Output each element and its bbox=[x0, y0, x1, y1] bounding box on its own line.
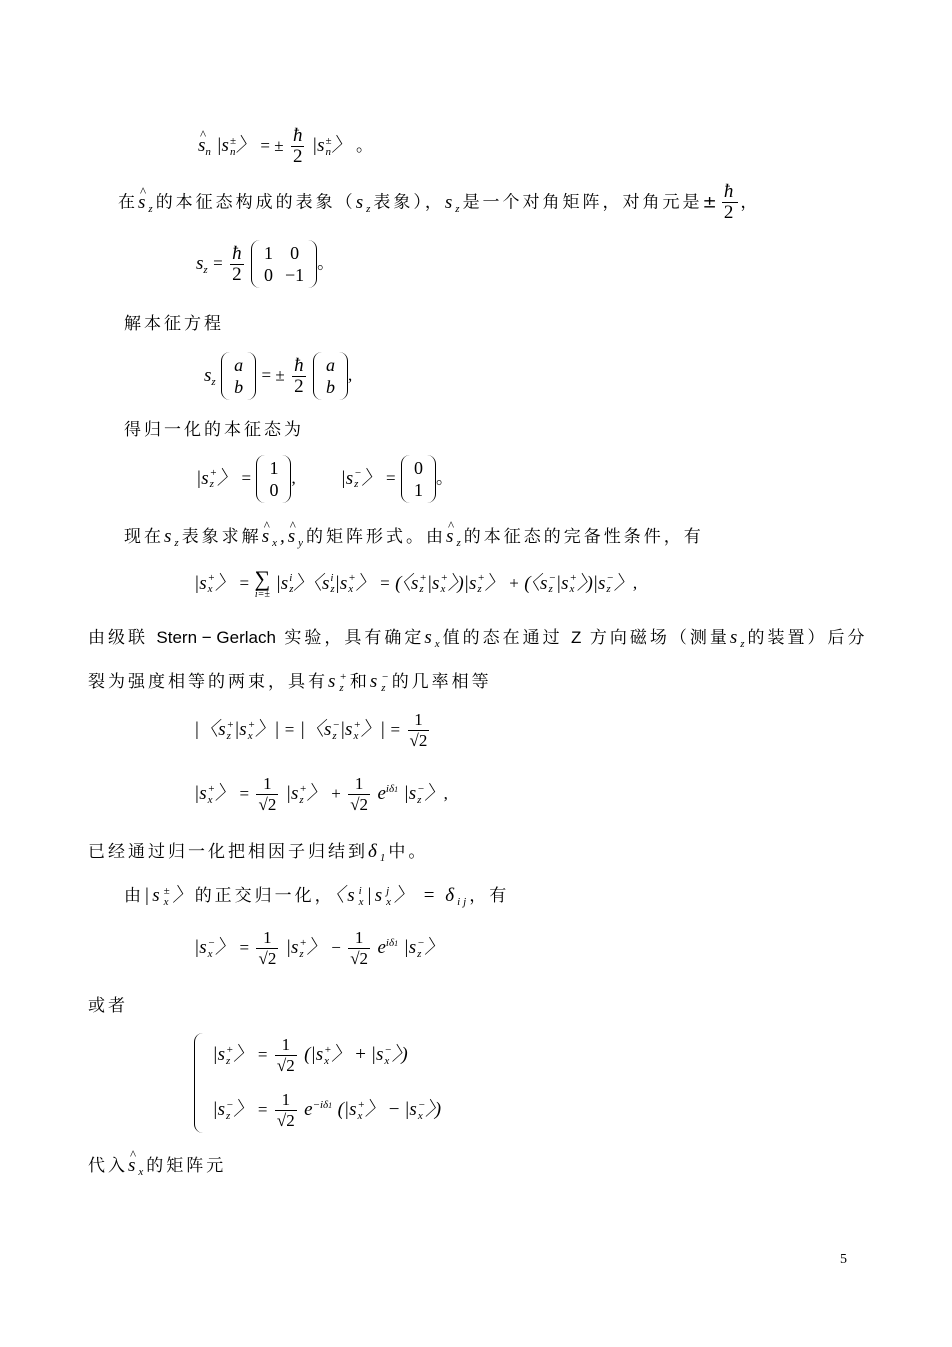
paragraph-orthonormality: 由|s ± x 〉的正交归一化，〈s i x |s j x 〉 = $\delta_{ij}$，有 bbox=[124, 884, 510, 908]
equation-equal-amplitudes: |〈s + z |s + x 〉| = |〈s − z |s + x 〉| = $\frac{1}{√2}$ bbox=[194, 710, 428, 750]
page-number: 5 bbox=[840, 1252, 847, 1267]
equation-sn-eigen: ^ $s_n$ |s ± n 〉 = ± $\frac{ħ}{2}$ |s ± n 〉 。 bbox=[198, 126, 376, 167]
equation-sx-minus: |s − x 〉 = $\frac{1}{√2}$ |s + z 〉 − $\frac{1}{√2}$ $e^{i\delta 1}$ |s − z 〉 bbox=[194, 928, 444, 968]
text-or: 或者 bbox=[88, 996, 128, 1016]
paragraph-matrix-form: 现在$s_z$表象求解^ $s_x,\^{}$ $s_y$的矩阵形式。由^ $s_z$的本征态的完备性条件，有 bbox=[124, 525, 704, 555]
equation-eigen-problem: $s_z$ a b = ± $\frac{ħ}{2}$ a b , bbox=[204, 352, 352, 400]
text-phase-factor: 已经通过归一化把相因子归结到$\delta_1$中。 bbox=[88, 841, 429, 864]
equation-completeness: |s + x 〉 = ∑ i=± |s i z 〉〈s i z |s + x 〉 = (〈s + z |s + x 〉)|s + z 〉 + (〈s − z |s + x 〉)|s − z 〉, bbox=[194, 566, 638, 600]
paragraph-stern-gerlach: 由级联 Stern − Gerlach 实验，具有确定$s_x$值的态在通过 Z 方向磁场（测量$s_z$的装置）后分 bbox=[88, 627, 868, 650]
equation-sx-plus: |s + x 〉 = $\frac{1}{√2}$ |s + z 〉 + $\frac{1}{√2}$ $e^{i\delta 1}$ |s − z 〉, bbox=[194, 774, 448, 814]
equation-sz-matrix: $s_z$ = $\frac{ħ}{2}$ 1 0 0 −1 。 bbox=[196, 240, 337, 288]
text-normalized-states: 得归一化的本征态为 bbox=[124, 420, 304, 440]
equation-sz-eigenvectors: |s + z 〉 = 1 0 , |s − z 〉 = 0 1 。 bbox=[196, 455, 456, 503]
heading-solve-eigen: 解本征方程 bbox=[124, 314, 224, 334]
paragraph-sz-representation: 在^ $s_z$的本征态构成的表象（$s_z$表象），$s_z$是一个对角矩阵，对角元是± $\frac{ħ}{2}$ ， bbox=[118, 182, 760, 223]
equation-system: |s + z 〉 = $\frac{1}{√2}$ (|s + x 〉 + |s − x 〉) |s − z 〉 = $\frac{1}{√2}$ $e^{-i\delta 1}$ (|s + x 〉 − |s − x 〉) bbox=[194, 1030, 441, 1135]
paragraph-equal-probability: 裂为强度相等的两束，具有s + z 和s − z 的几率相等 bbox=[88, 670, 492, 694]
text-substitute: 代入^ $s_x$的矩阵元 bbox=[88, 1154, 226, 1184]
